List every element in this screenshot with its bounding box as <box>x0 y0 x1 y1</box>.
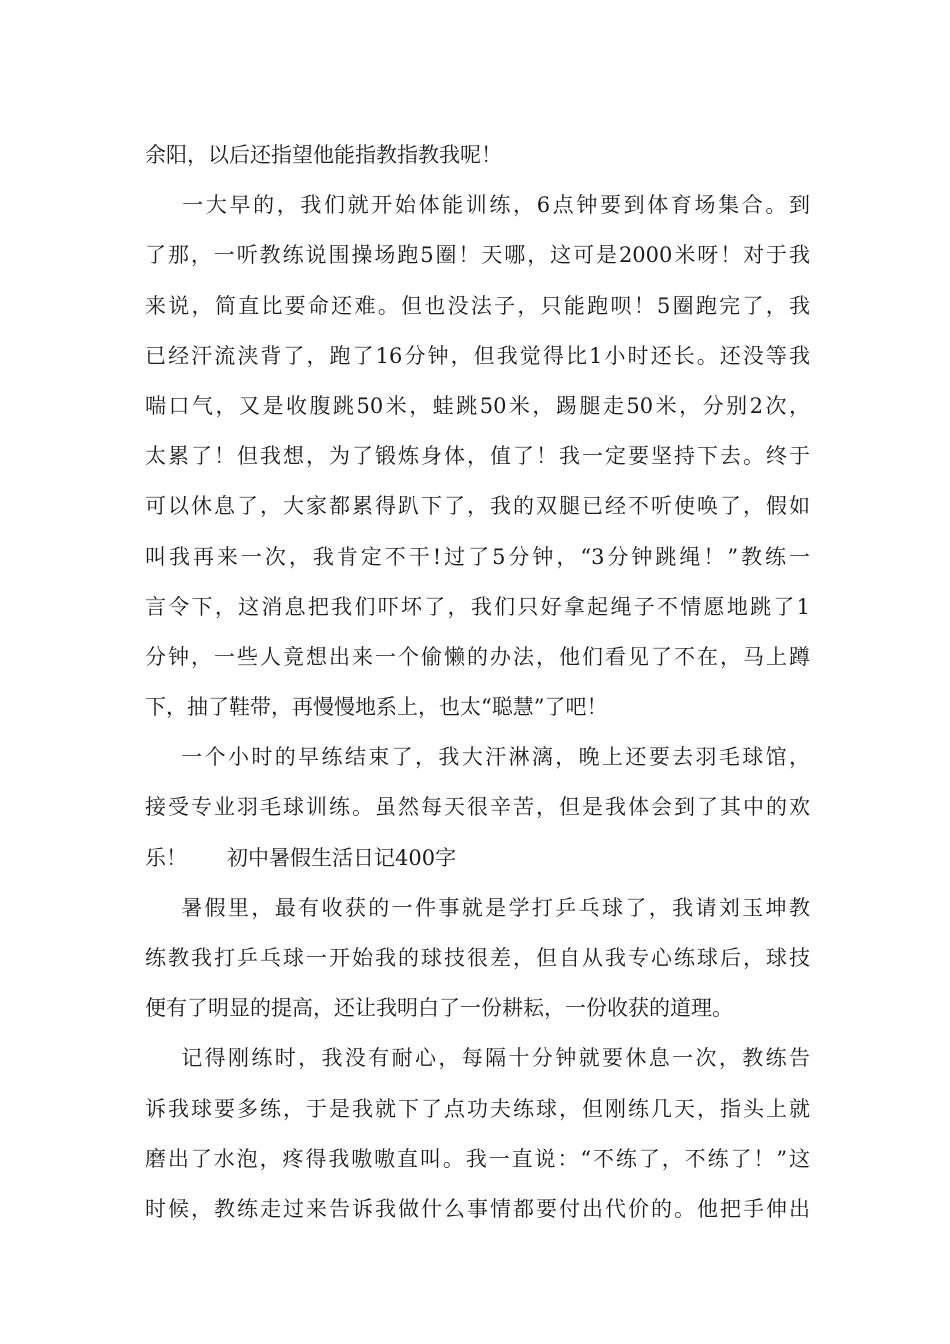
text-line: 记得刚练时，我没有耐心，每隔十分钟就要休息一次，教练告 <box>145 1046 810 1071</box>
text-line: 言令下，这消息把我们吓坏了，我们只好拿起绳子不情愿地跳了1 <box>145 594 810 619</box>
text-line: 练教我打乒乓球一开始我的球技很差，但自从我专心练球后，球技 <box>145 946 810 970</box>
text-line: 磨出了水泡，疼得我嗷嗷直叫。我一直说：“不练了，不练了！”这 <box>145 1146 810 1171</box>
text-line: 了那，一听教练说围操场跑5圈！天哪，这可是2000米呀！对于我 <box>145 243 810 268</box>
text-line: 叫我再来一次，我肯定不干!过了5分钟，“3分钟跳绳！”教练一 <box>145 544 810 569</box>
body-text <box>145 130 810 1234</box>
text-line: 余阳，以后还指望他能指教指教我呢！ <box>145 143 502 167</box>
text-line: 一大早的，我们就开始体能训练，6点钟要到体育场集合。到 <box>145 193 810 218</box>
text-line: 下，抽了鞋带，再慢慢地系上，也太“聪慧”了吧！ <box>145 695 608 720</box>
text-line: 来说，简直比要命还难。但也没法子，只能跑呗！5圈跑完了，我 <box>145 293 810 318</box>
text-line: 已经汗流浃背了，跑了16分钟，但我觉得比1小时还长。还没等我 <box>145 343 810 368</box>
text-line: 乐！ 初中暑假生活日记400字 <box>145 845 457 870</box>
text-line: 一个小时的早练结束了，我大汗淋漓，晚上还要去羽毛球馆， <box>145 745 810 770</box>
text-line: 分钟，一些人竟想出来一个偷懒的办法，他们看见了不在，马上蹲 <box>145 644 810 669</box>
text-line: 喘口气，又是收腹跳50米，蛙跳50米，踢腿走50米，分别2次， <box>145 393 810 418</box>
text-line: 可以休息了，大家都累得趴下了，我的双腿已经不听使唤了，假如 <box>145 494 810 519</box>
text-line: 太累了！但我想，为了锻炼身体，值了！我一定要坚持下去。终于 <box>145 444 810 469</box>
text-line: 时候，教练走过来告诉我做什么事情都要付出代价的。他把手伸出 <box>145 1196 810 1221</box>
text-line: 暑假里，最有收获的一件事就是学打乒乓球了，我请刘玉坤教 <box>145 895 810 920</box>
text-line: 接受专业羽毛球训练。虽然每天很辛苦，但是我体会到了其中的欢 <box>145 795 810 820</box>
text-line: 便有了明显的提高，还让我明白了一份耕耘，一份收获的道理。 <box>145 996 733 1021</box>
text-line: 诉我球要多练，于是我就下了点功夫练球，但刚练几天，指头上就 <box>145 1096 810 1121</box>
